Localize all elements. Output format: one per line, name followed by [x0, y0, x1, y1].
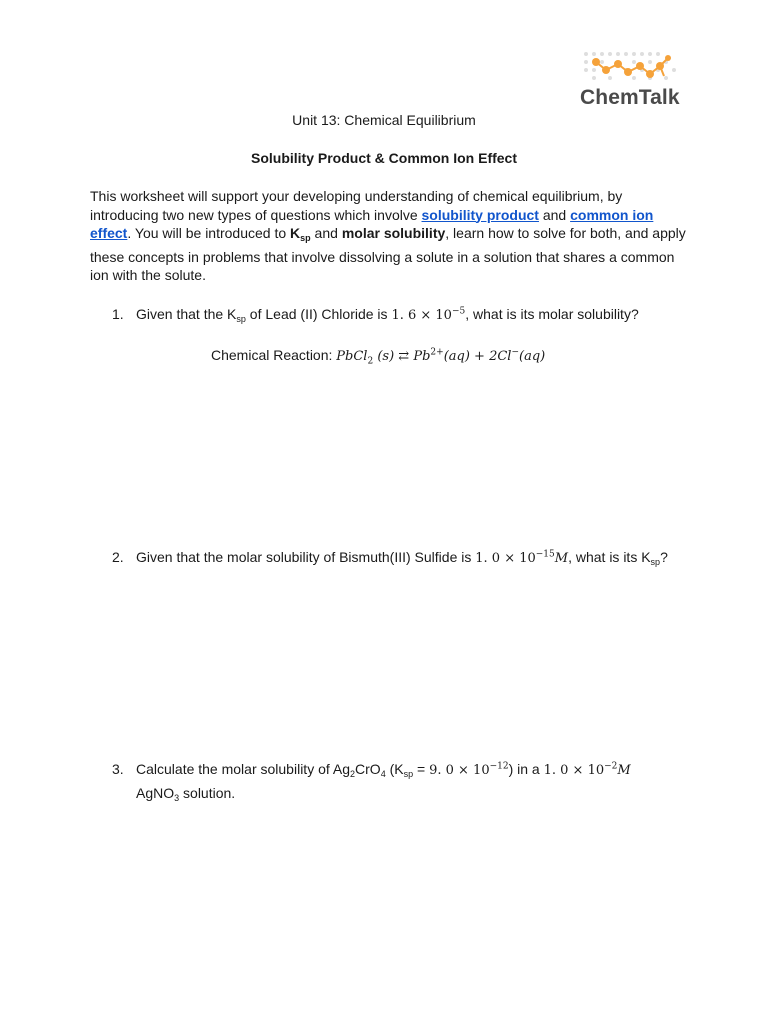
logo-text: ChemTalk	[580, 86, 680, 109]
intro-paragraph	[90, 187, 690, 285]
question-number: 1.	[112, 306, 124, 322]
math-concentration-value: 1. $0 \times 10^{-2}M$	[543, 761, 631, 778]
question-number: 3.	[112, 761, 124, 777]
question-number: 2.	[112, 549, 124, 565]
reaction-equation: PbCl$_2$ (s) ⇄ $Pb^{2+}(aq) + 2Cl^-(aq)$	[336, 347, 546, 367]
unit-title: Unit 13: Chemical Equilibrium	[292, 112, 476, 128]
intro-text: , learn how to solve for both, and apply these concepts in problems that involve dissolving a solute in a solution that shares a common ion with the solute.	[90, 225, 686, 283]
intro-text: and	[310, 225, 342, 241]
math-ksp-value: 9. $0 \times 10^{-12}$	[429, 761, 509, 778]
link-common-ion-effect[interactable]: common ion effect	[90, 206, 654, 241]
chemtalk-logo	[578, 48, 688, 110]
math-ksp-value: 1. $6 \times 10^{-5}$	[391, 306, 466, 323]
link-solubility-product[interactable]: solubility product	[421, 206, 539, 223]
question-text: Given that the $K_{sp}$ of Lead (II) Chloride is 1. $6 \times 10^{-5}$, what is its molar solubility?	[136, 306, 639, 324]
math-solubility-value: 1. $0 \times 10^{-15}M$	[475, 549, 569, 566]
molar-solubility-term: molar solubility	[341, 225, 446, 241]
ksp-term: $K_{sp}$	[290, 225, 311, 243]
question-text: Calculate the molar solubility of $Ag_2CrO_4$ ($K_{sp} = 9$. $0 \times 10^{-12}$) in a 1. $0 \times 10^{-2}M$ AgNO$_3$ solution.	[136, 761, 631, 803]
intro-text: . You will be introduced to	[127, 225, 291, 241]
question-text: Given that the molar solubility of Bismuth(III) Sulfide is 1. $0 \times 10^{-15}M$, what is its $K_{sp}$?	[136, 549, 668, 567]
worksheet-title: Solubility Product & Common Ion Effect	[251, 150, 517, 166]
chemical-reaction	[211, 347, 546, 367]
intro-text: This worksheet will support your developing understanding of chemical equilibrium, by introducing two new types of questions which involve	[90, 188, 623, 223]
reaction-label: Chemical Reaction:	[211, 347, 337, 363]
molecule-icon	[578, 48, 688, 88]
intro-text: and	[538, 206, 571, 223]
